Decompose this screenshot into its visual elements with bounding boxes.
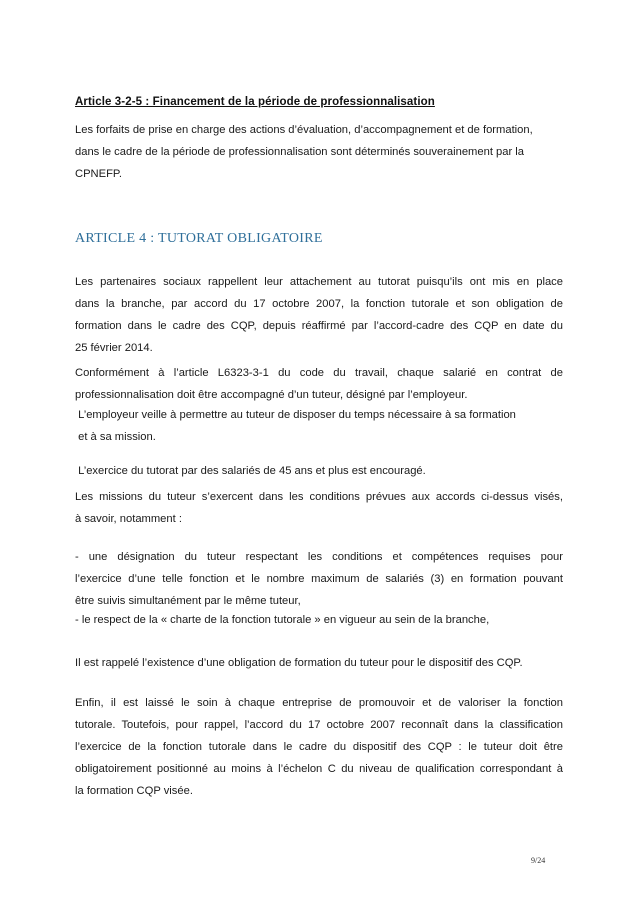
paragraph-line: obligatoirement positionné au moins à l’échelon C du niveau de qualification correspondant à (75, 763, 563, 775)
article-4-paragraph-8 (75, 692, 563, 802)
list-item-line: être suivis simultanément par le même tuteur, (75, 595, 301, 607)
paragraph-line: Les forfaits de prise en charge des actions d’évaluation, d’accompagnement et de formation, (75, 124, 533, 136)
paragraph-line: l’exercice de la fonction tutorale dans le cadre du dispositif des CQP : le tuteur doit être (75, 741, 563, 753)
paragraph-line: tutorale. Toutefois, pour rappel, l’accord du 17 octobre 2007 reconnaît dans la classification (75, 719, 563, 731)
article-3-2-5-paragraph (75, 119, 563, 185)
article-4-heading: ARTICLE 4 : TUTORAT OBLIGATOIRE (75, 231, 323, 246)
paragraph-line: CPNEFP. (75, 168, 123, 180)
paragraph-line: 25 février 2014. (75, 342, 153, 354)
page-number: 9/24 (531, 856, 546, 865)
article-4-paragraph-3 (75, 404, 563, 448)
paragraph-line: Il est rappelé l’existence d’une obligation de formation du tuteur pour le dispositif des CQP. (75, 657, 523, 669)
paragraph-line: la formation CQP visée. (75, 785, 193, 797)
paragraph-line: professionnalisation doit être accompagné d’un tuteur, désigné par l’employeur. (75, 389, 468, 401)
paragraph-line: Conformément à l’article L6323-3-1 du code du travail, chaque salarié en contrat de (75, 367, 563, 379)
paragraph-line: Enfin, il est laissé le soin à chaque entreprise de promouvoir et de valoriser la fonction (75, 697, 563, 709)
paragraph-line: Les missions du tuteur s’exercent dans les conditions prévues aux accords ci-dessus visés, (75, 491, 563, 503)
paragraph-line: L’employeur veille à permettre au tuteur de disposer du temps nécessaire à sa formation (75, 409, 516, 421)
list-item-line: - le respect de la « charte de la fonction tutorale » en vigueur au sein de la branche, (75, 614, 490, 626)
paragraph-line: formation dans le cadre des CQP, depuis réaffirmé par l’accord-cadre des CQP en date du (75, 320, 563, 332)
paragraph-line: à savoir, notamment : (75, 513, 182, 525)
paragraph-line: dans la branche, par accord du 17 octobre 2007, la fonction tutorale et son obligation de (75, 298, 563, 310)
paragraph-line: dans le cadre de la période de professionnalisation sont déterminés souverainement par la (75, 146, 525, 158)
list-item-line: l’exercice d’une telle fonction et le nombre maximum de salariés (3) en formation pouvant (75, 573, 563, 585)
article-4-paragraph-1 (75, 271, 563, 359)
paragraph-line: L’exercice du tutorat par des salariés de 45 ans et plus est encouragé. (75, 465, 426, 477)
paragraph-line: Les partenaires sociaux rappellent leur attachement au tutorat puisqu’ils ont mis en place (75, 276, 563, 288)
article-4-paragraph-4 (75, 460, 563, 482)
list-item-line: - une désignation du tuteur respectant les conditions et compétences requises pour (75, 551, 563, 563)
article-4-paragraph-7 (75, 652, 563, 674)
paragraph-line: et à sa mission. (75, 431, 156, 443)
article-4-paragraph-5 (75, 486, 563, 530)
article-3-2-5-heading: Article 3-2-5 : Financement de la période de professionnalisation (75, 96, 435, 108)
article-4-paragraph-2 (75, 362, 563, 406)
article-4-list (75, 546, 563, 631)
